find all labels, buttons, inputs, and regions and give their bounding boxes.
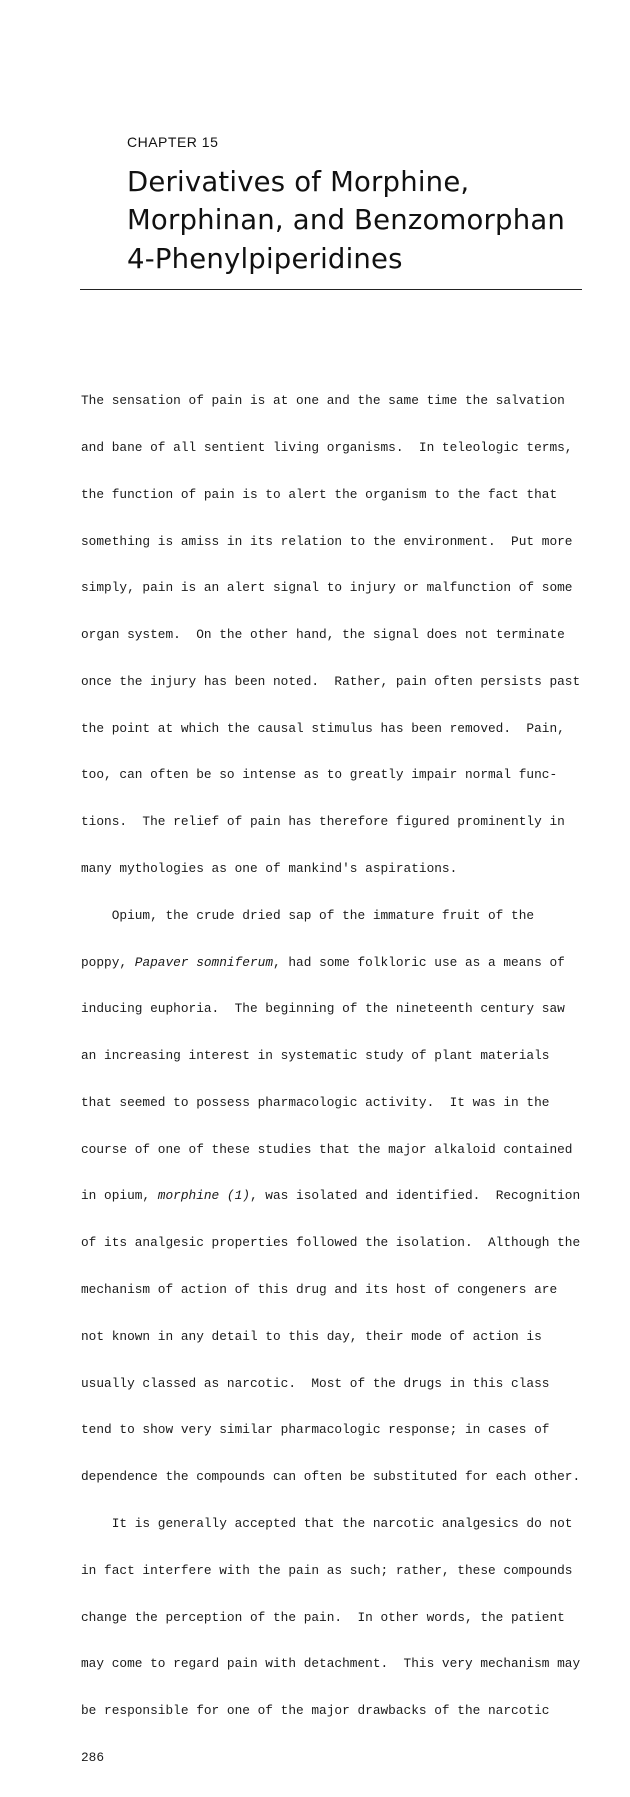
title-divider [80, 289, 582, 290]
body-line-end: , had some folkloric use as a means of [273, 954, 565, 970]
body-line: many mythologies as one of mankind's aspirations. [81, 861, 458, 876]
page-number: 286 [81, 1749, 105, 1765]
body-line: organ system. On the other hand, the signal does not terminate [81, 627, 565, 643]
chapter-title-line-2: Morphinan, and Benzomorphan [127, 204, 566, 236]
chapter-title-line-1: Derivatives of Morphine, [127, 166, 470, 198]
body-line: inducing euphoria. The beginning of the nineteenth century saw [81, 1001, 565, 1017]
body-line-start: in opium, [81, 1188, 158, 1204]
body-line: and bane of all sentient living organisms. In teleologic terms, [81, 439, 573, 455]
body-line: tions. The relief of pain has therefore figured prominently in [81, 814, 565, 830]
body-line: an increasing interest in systematic study of plant materials [81, 1048, 550, 1064]
body-line: change the perception of the pain. In other words, the patient [81, 1609, 565, 1625]
body-line-start: poppy, [81, 954, 135, 970]
body-line: The sensation of pain is at one and the same time the salvation [81, 393, 565, 409]
body-line: may come to regard pain with detachment. This very mechanism may [81, 1656, 581, 1672]
body-line: of its analgesic properties followed the isolation. Although the [81, 1235, 581, 1251]
body-line: too, can often be so intense as to greatly impair normal func- [81, 767, 558, 783]
italic-term: morphine (1) [157, 1188, 250, 1204]
body-line: the function of pain is to alert the organism to the fact that [81, 486, 558, 502]
body-line: be responsible for one of the major drawbacks of the narcotic [81, 1703, 550, 1719]
body-line: in fact interfere with the pain as such; rather, these compounds [81, 1562, 573, 1578]
body-line: once the injury has been noted. Rather, pain often persists past [81, 673, 581, 689]
body-text [81, 362, 601, 1797]
body-line-end: , was isolated and identified. Recognition [249, 1188, 581, 1204]
body-line: something is amiss in its relation to the environment. Put more [81, 533, 573, 549]
body-line: Opium, the crude dried sap of the immature fruit of the [81, 907, 535, 923]
body-line-with-italic [81, 1188, 601, 1204]
chapter-title-line-3: 4-Phenylpiperidines [127, 243, 403, 275]
chapter-label: CHAPTER 15 [127, 134, 219, 150]
body-line: usually classed as narcotic. Most of the drugs in this class [81, 1375, 550, 1391]
body-line: that seemed to possess pharmacologic activity. It was in the [81, 1094, 550, 1110]
body-line-with-italic [81, 955, 601, 971]
body-line: tend to show very similar pharmacologic response; in cases of [81, 1422, 550, 1438]
body-line: It is generally accepted that the narcotic analgesics do not [81, 1515, 573, 1531]
body-line: mechanism of action of this drug and its host of congeners are [81, 1282, 558, 1298]
italic-term: Papaver somniferum [134, 954, 273, 970]
body-line: the point at which the causal stimulus has been removed. Pain, [81, 720, 565, 736]
body-line: not known in any detail to this day, their mode of action is [81, 1328, 542, 1344]
body-line: simply, pain is an alert signal to injury or malfunction of some [81, 580, 573, 596]
body-line: dependence the compounds can often be substituted for each other. [81, 1469, 581, 1485]
body-line: course of one of these studies that the major alkaloid contained [81, 1141, 573, 1157]
